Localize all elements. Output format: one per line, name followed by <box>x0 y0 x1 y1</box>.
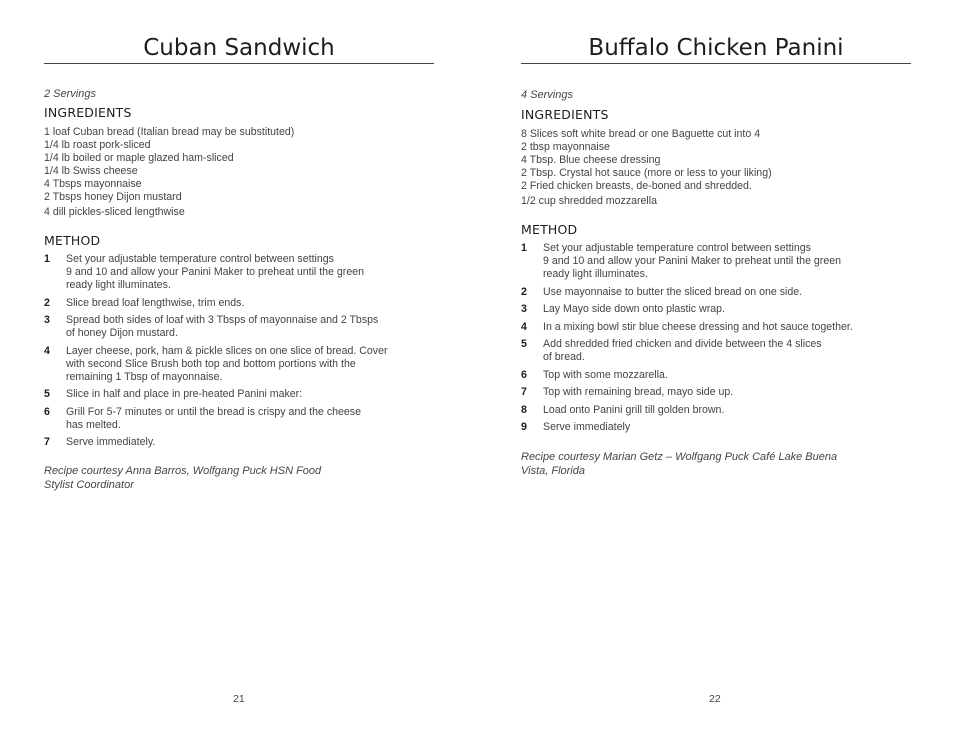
method-step <box>521 321 911 334</box>
step-number: 8 <box>521 403 527 416</box>
step-number: 5 <box>521 338 527 350</box>
step-number: 1 <box>44 253 50 265</box>
method-step <box>44 406 434 432</box>
step-text-line: Layer cheese, pork, ham & pickle slices on one slice of bread. Cover <box>66 344 388 357</box>
recipe-title: Cuban Sandwich <box>143 35 335 61</box>
step-text-line: Serve immediately <box>543 421 631 433</box>
step-text-line: remaining 1 Tbsp of mayonnaise. <box>66 370 223 383</box>
method-steps <box>521 242 911 439</box>
step-number: 6 <box>521 368 527 381</box>
ingredient-item: 1/4 lb Swiss cheese <box>44 165 138 177</box>
step-text-line: Grill For 5-7 minutes or until the bread is crispy and the cheese <box>66 405 361 418</box>
ingredient-item: 1 loaf Cuban bread (Italian bread may be substituted) <box>44 126 295 138</box>
ingredient-item: 1/4 lb roast pork-sliced <box>44 139 151 151</box>
step-number: 7 <box>44 436 50 448</box>
recipe-courtesy <box>44 465 321 492</box>
courtesy-line: Recipe courtesy Marian Getz – Wolfgang Puck Café Lake Buena <box>521 451 838 463</box>
step-text-line: Load onto Panini grill till golden brown. <box>543 403 725 416</box>
step-text-line: with second Slice Brush both top and bottom portions with the <box>66 357 356 370</box>
method-step <box>521 303 911 316</box>
step-text-line: 9 and 10 and allow your Panini Maker to preheat until the green <box>66 266 364 278</box>
courtesy-line: Stylist Coordinator <box>44 478 134 491</box>
step-text-line: Use mayonnaise to butter the sliced bread on one side. <box>543 285 803 298</box>
ingredient-item: 2 Tbsp. Crystal hot sauce (more or less to your liking) <box>521 167 772 179</box>
step-text-line: of honey Dijon mustard. <box>66 327 178 339</box>
step-number: 2 <box>521 285 527 298</box>
step-number: 4 <box>44 344 50 357</box>
ingredients-list <box>44 126 434 219</box>
method-step <box>521 386 911 399</box>
servings: 2 Servings <box>44 88 96 100</box>
ingredient-item: 8 Slices soft white bread or one Baguette cut into 4 <box>521 128 761 140</box>
recipe-title: Buffalo Chicken Panini <box>588 35 844 61</box>
step-number: 5 <box>44 388 50 400</box>
method-step <box>44 314 434 340</box>
step-number: 2 <box>44 296 50 309</box>
step-text-line: ready light illuminates. <box>66 279 171 291</box>
step-text-line: Slice bread loaf lengthwise, trim ends. <box>66 296 245 309</box>
ingredient-item: 2 tbsp mayonnaise <box>521 141 610 153</box>
step-text-line: Slice in half and place in pre-heated Panini maker: <box>66 388 303 400</box>
method-step <box>44 436 434 449</box>
step-text-line: Set your adjustable temperature control between settings <box>543 242 811 254</box>
title-rule <box>521 36 911 64</box>
step-text-line: Lay Mayo side down onto plastic wrap. <box>543 303 725 315</box>
step-number: 9 <box>521 421 527 433</box>
method-step <box>44 388 434 401</box>
step-number: 3 <box>521 303 527 315</box>
method-steps <box>44 253 434 454</box>
servings: 4 Servings <box>521 89 573 101</box>
step-text-line: has melted. <box>66 418 121 431</box>
ingredient-item: 2 Fried chicken breasts, de-boned and shredded. <box>521 180 752 192</box>
method-step <box>44 297 434 310</box>
ingredient-item: 4 dill pickles-sliced lengthwise <box>44 206 185 218</box>
courtesy-line: Recipe courtesy Anna Barros, Wolfgang Puck HSN Food <box>44 465 322 477</box>
recipe-courtesy <box>521 451 837 478</box>
ingredient-item: 1/4 lb boiled or maple glazed ham-sliced <box>44 152 234 164</box>
step-number: 1 <box>521 242 527 254</box>
left-page <box>44 0 434 738</box>
step-text-line: In a mixing bowl stir blue cheese dressing and hot sauce together. <box>543 320 853 333</box>
step-text-line: Top with some mozzarella. <box>543 368 668 381</box>
ingredient-item: 4 Tbsp. Blue cheese dressing <box>521 154 661 166</box>
right-page <box>521 0 911 738</box>
method-step <box>521 286 911 299</box>
method-step <box>521 421 911 434</box>
ingredients-list <box>521 128 911 208</box>
method-step <box>521 404 911 417</box>
method-step <box>44 253 434 292</box>
step-text-line: Spread both sides of loaf with 3 Tbsps of mayonnaise and 2 Tbsps <box>66 314 379 326</box>
title-rule <box>44 36 434 64</box>
step-number: 4 <box>521 320 527 333</box>
step-number: 6 <box>44 405 50 418</box>
method-heading: METHOD <box>521 222 578 237</box>
method-heading: METHOD <box>44 233 101 248</box>
step-text-line: Add shredded fried chicken and divide between the 4 slices <box>543 338 822 350</box>
step-number: 7 <box>521 386 527 398</box>
ingredient-item: 2 Tbsps honey Dijon mustard <box>44 191 182 203</box>
ingredient-item: 4 Tbsps mayonnaise <box>44 178 142 190</box>
method-step <box>44 345 434 384</box>
step-text-line: 9 and 10 and allow your Panini Maker to preheat until the green <box>543 255 841 267</box>
step-text-line: Set your adjustable temperature control between settings <box>66 253 334 265</box>
step-text-line: Top with remaining bread, mayo side up. <box>543 386 734 398</box>
method-step <box>521 338 911 364</box>
step-text-line: Serve immediately. <box>66 436 156 448</box>
step-number: 3 <box>44 314 50 326</box>
page-number: 22 <box>709 693 721 705</box>
step-text-line: ready light illuminates. <box>543 268 648 280</box>
ingredients-heading: INGREDIENTS <box>44 105 132 120</box>
method-step <box>521 242 911 281</box>
ingredient-item: 1/2 cup shredded mozzarella <box>521 195 658 207</box>
ingredients-heading: INGREDIENTS <box>521 107 609 122</box>
method-step <box>521 369 911 382</box>
step-text-line: of bread. <box>543 351 585 363</box>
courtesy-line: Vista, Florida <box>521 464 585 477</box>
page-number: 21 <box>233 693 245 705</box>
